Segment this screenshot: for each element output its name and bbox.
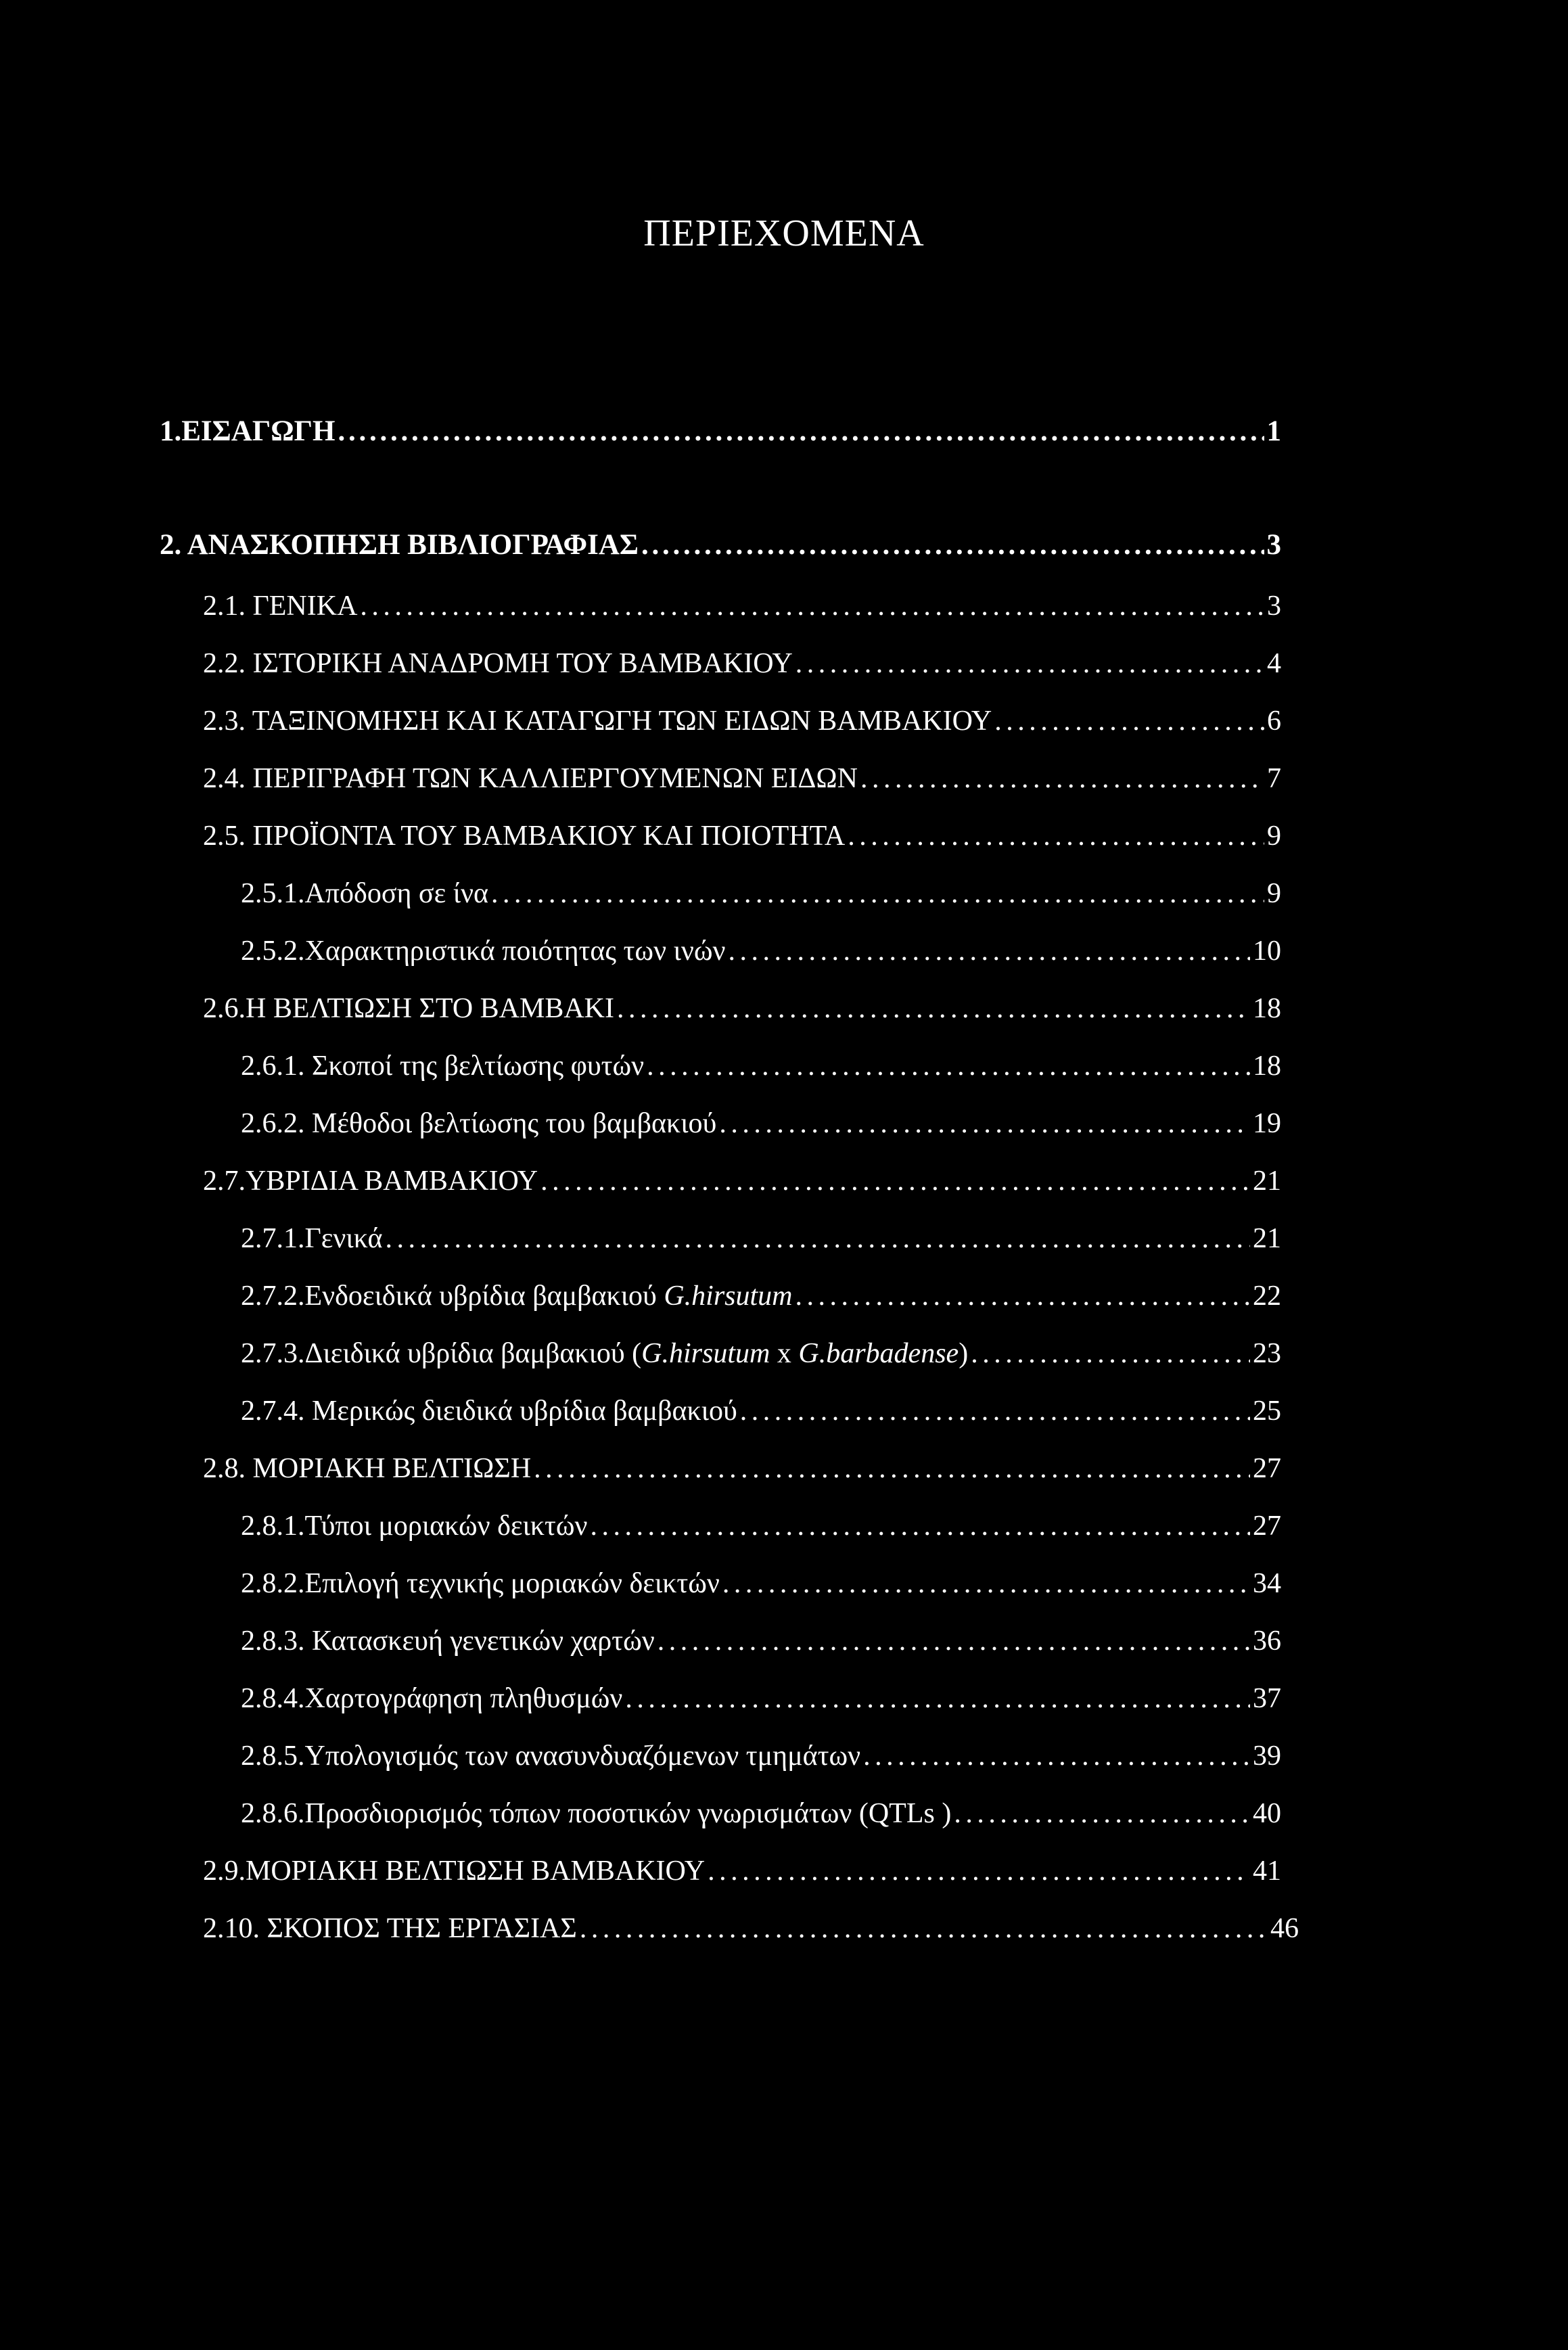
toc-entry-page-number: 10	[1253, 936, 1281, 967]
toc-entry[interactable]	[241, 1335, 1281, 1373]
toc-entry[interactable]	[203, 587, 1281, 625]
toc-entry[interactable]	[241, 1105, 1281, 1143]
toc-entry-label: 2.8.6.Προσδιορισμός τόπων ποσοτικών γνωρισμάτων (QTLs )	[241, 1798, 952, 1829]
toc-entry[interactable]	[241, 1622, 1281, 1660]
toc-entry-label: 2.10. ΣΚΟΠΟΣ ΤΗΣ ΕΡΓΑΣΙΑΣ	[203, 1913, 577, 1944]
toc-entry-page-number: 25	[1253, 1396, 1281, 1427]
toc-entry-page-number: 1	[1266, 415, 1281, 447]
toc-entry[interactable]	[241, 1277, 1281, 1315]
toc-entry-page-number: 27	[1253, 1511, 1281, 1542]
toc-entry-label: 2.4. ΠΕΡΙΓΡΑΦΗ ΤΩΝ ΚΑΛΛΙΕΡΓΟΥΜΕΝΩΝ ΕΙΔΩΝ	[203, 763, 858, 794]
toc-entry[interactable]	[203, 1162, 1281, 1200]
toc-entry[interactable]	[241, 1565, 1281, 1603]
species-name: G.hirsutum	[641, 1338, 770, 1369]
species-name: G.hirsutum	[664, 1281, 793, 1312]
toc-entry-label: 2.7.4. Μερικώς διειδικά υβρίδια βαμβακιού	[241, 1396, 737, 1427]
dot-leader	[795, 645, 1264, 683]
dot-leader	[617, 990, 1250, 1028]
dot-leader	[795, 1277, 1250, 1315]
dot-leader	[971, 1335, 1250, 1373]
dot-leader	[740, 1392, 1250, 1430]
toc-entry[interactable]	[241, 1795, 1281, 1833]
toc-entry-page-number: 3	[1267, 591, 1281, 622]
dot-leader	[580, 1910, 1268, 1948]
toc-entry-label: 2.8.1.Τύποι μοριακών δεικτών	[241, 1511, 588, 1542]
toc-entry-label: 2.9.ΜΟΡΙΑΚΗ ΒΕΛΤΙΩΣΗ ΒΑΜΒΑΚΙΟΥ	[203, 1856, 706, 1887]
toc-entry-page-number: 40	[1253, 1798, 1281, 1829]
toc-entry-page-number: 22	[1253, 1281, 1281, 1312]
toc-entry-page-number: 4	[1267, 648, 1281, 679]
toc-entry-label: 2.2. ΙΣΤΟΡΙΚΗ ΑΝΑΔΡΟΜΗ ΤΟΥ ΒΑΜΒΑΚΙΟΥ	[203, 648, 793, 679]
dot-leader	[540, 1162, 1250, 1200]
dot-leader	[722, 1565, 1250, 1603]
toc-entry[interactable]	[241, 1737, 1281, 1775]
toc-entry[interactable]	[203, 990, 1281, 1028]
toc-entry[interactable]	[241, 1392, 1281, 1430]
toc-entry-page-number: 36	[1253, 1626, 1281, 1657]
toc-entry-label: 2.8.4.Χαρτογράφηση πληθυσμών	[241, 1683, 623, 1714]
toc-entry-page-number: 9	[1267, 821, 1281, 852]
dot-leader	[641, 526, 1264, 564]
dot-leader	[954, 1795, 1250, 1833]
toc-entry[interactable]	[241, 932, 1281, 970]
dot-leader	[860, 760, 1264, 798]
toc-entry-label: 2.6.Η ΒΕΛΤΙΩΣΗ ΣΤΟ ΒΑΜΒΑΚΙ	[203, 993, 614, 1024]
toc-entry-label: 2.5. ΠΡΟΪΟΝΤΑ ΤΟΥ ΒΑΜΒΑΚΙΟΥ ΚΑΙ ΠΟΙΟΤΗΤΑ	[203, 821, 846, 852]
toc-entry[interactable]	[160, 526, 1281, 564]
toc-entry[interactable]	[241, 1507, 1281, 1545]
toc-entry-label: 2.7.1.Γενικά	[241, 1223, 383, 1254]
toc-entry[interactable]	[203, 645, 1281, 683]
toc-entry-label: 2.8.2.Επιλογή τεχνικής μοριακών δεικτών	[241, 1568, 720, 1599]
dot-leader	[625, 1680, 1250, 1718]
toc-entry-page-number: 21	[1253, 1223, 1281, 1254]
toc-entry[interactable]	[241, 875, 1281, 913]
toc-entry-label: 2.6.1. Σκοποί της βελτίωσης φυτών	[241, 1051, 645, 1082]
toc-entry-page-number: 18	[1253, 993, 1281, 1024]
dot-leader	[863, 1737, 1250, 1775]
toc-entry[interactable]	[160, 413, 1281, 451]
toc-entry-label: 2.6.2. Μέθοδοι βελτίωσης του βαμβακιού	[241, 1108, 717, 1139]
toc-entry-label: 2.3. ΤΑΞΙΝΟΜΗΣΗ ΚΑΙ ΚΑΤΑΓΩΓΗ ΤΩΝ ΕΙΔΩΝ ΒΑΜΒΑΚΙΟΥ	[203, 706, 992, 737]
toc-entry[interactable]	[203, 817, 1281, 855]
dot-leader	[360, 587, 1264, 625]
page-title: ΠΕΡΙΕΧΟΜΕΝΑ	[643, 212, 925, 254]
toc-entry-page-number: 6	[1267, 706, 1281, 737]
toc-entry-label: 2.7.3.Διειδικά υβρίδια βαμβακιού (G.hirsutum x G.barbadense)	[241, 1338, 969, 1369]
toc-entry-page-number: 9	[1267, 878, 1281, 909]
dot-leader	[728, 932, 1250, 970]
toc-entry-page-number: 41	[1253, 1856, 1281, 1887]
toc-entry-page-number: 39	[1253, 1741, 1281, 1772]
toc-entry-label: 2.5.2.Χαρακτηριστικά ποιότητας των ινών	[241, 936, 726, 967]
toc-entry-page-number: 21	[1253, 1166, 1281, 1197]
dot-leader	[591, 1507, 1250, 1545]
toc-entry-label: 1.ΕΙΣΑΓΩΓΗ	[160, 415, 336, 447]
toc-entry[interactable]	[203, 760, 1281, 798]
toc-entry-label: 2.7.ΥΒΡΙΔΙΑ ΒΑΜΒΑΚΙΟΥ	[203, 1166, 538, 1197]
toc-entry-page-number: 7	[1267, 763, 1281, 794]
dot-leader	[386, 1220, 1250, 1258]
toc-entry-label: 2. ΑΝΑΣΚΟΠΗΣΗ ΒΙΒΛΙΟΓΡΑΦΙΑΣ	[160, 529, 639, 561]
toc-entry-page-number: 18	[1253, 1051, 1281, 1082]
toc-entry-label: 2.8.3. Κατασκευή γενετικών χαρτών	[241, 1626, 655, 1657]
dot-leader	[994, 702, 1264, 740]
dot-leader	[491, 875, 1264, 913]
toc-entry[interactable]	[203, 702, 1281, 740]
dot-leader	[534, 1450, 1250, 1488]
dot-leader	[708, 1852, 1250, 1890]
toc-entry[interactable]	[203, 1852, 1281, 1890]
toc-entry-label: 2.5.1.Απόδοση σε ίνα	[241, 878, 489, 909]
toc-entry[interactable]	[241, 1680, 1281, 1718]
toc-entry[interactable]	[203, 1910, 1299, 1948]
toc-entry-label: 2.8. ΜΟΡΙΑΚΗ ΒΕΛΤΙΩΣΗ	[203, 1453, 532, 1484]
species-name: G.barbadense	[798, 1338, 959, 1369]
dot-leader	[719, 1105, 1250, 1143]
toc-entry-page-number: 46	[1270, 1913, 1299, 1944]
toc-entry-page-number: 34	[1253, 1568, 1281, 1599]
dot-leader	[658, 1622, 1250, 1660]
toc-entry-page-number: 37	[1253, 1683, 1281, 1714]
toc-entry-page-number: 23	[1253, 1338, 1281, 1369]
toc-entry[interactable]	[241, 1220, 1281, 1258]
dot-leader	[848, 817, 1264, 855]
toc-entry-label: 2.1. ΓΕΝΙΚΑ	[203, 591, 358, 622]
toc-entry-page-number: 27	[1253, 1453, 1281, 1484]
toc-entry-page-number: 19	[1253, 1108, 1281, 1139]
toc-entry[interactable]	[241, 1047, 1281, 1085]
dot-leader	[338, 413, 1264, 451]
toc-entry-label: 2.8.5.Υπολογισμός των ανασυνδυαζόμενων τμημάτων	[241, 1741, 861, 1772]
toc-entry-label: 2.7.2.Ενδοειδικά υβρίδια βαμβακιού G.hirsutum	[241, 1281, 793, 1312]
toc-entry-page-number: 3	[1266, 529, 1281, 561]
dot-leader	[647, 1047, 1250, 1085]
toc-entry[interactable]	[203, 1450, 1281, 1488]
